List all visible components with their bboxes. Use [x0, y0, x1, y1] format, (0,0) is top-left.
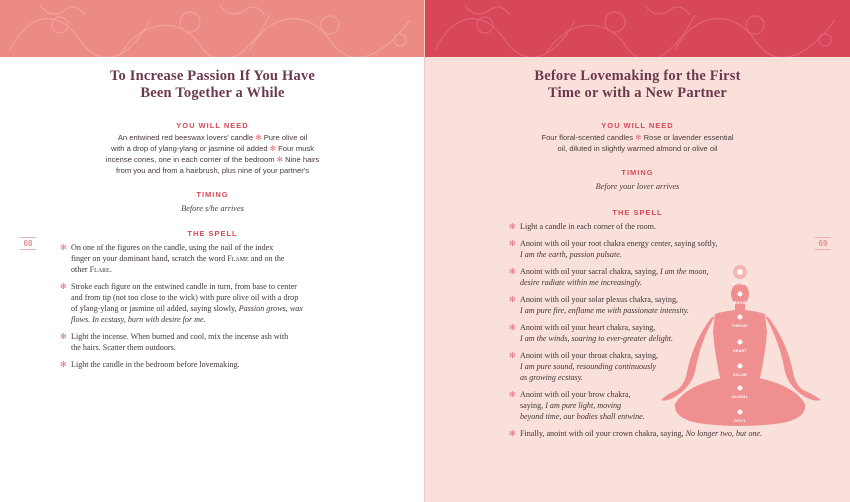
left-title: [0, 68, 425, 102]
spell-step-text: Anoint with oil your brow chakra,: [520, 390, 631, 399]
right-needs-list: [425, 132, 850, 154]
left-timing-text: Before s/he arrives: [181, 204, 244, 213]
floral-pattern: [0, 0, 425, 57]
spell-step: [60, 281, 400, 325]
right-you-will-need-heading: YOU WILL NEED: [601, 121, 674, 130]
spell-incantation-text: I am the earth, passion pulsate.: [520, 250, 622, 259]
star-bullet-icon: ✻: [509, 239, 516, 248]
spell-step-text: saying,: [520, 401, 546, 410]
spell-step-line: [71, 342, 400, 353]
needs-item-text: Rose or lavender essential: [643, 133, 734, 142]
spell-incantation-text: I am pure fire, enflame me with passionate intensity.: [520, 306, 689, 315]
spell-step-line: [71, 292, 400, 303]
spell-step-text: finger on your dominant hand, scratch the word: [71, 254, 228, 263]
spell-step-text: Anoint with oil your root chakra energy center, saying softly,: [520, 239, 718, 248]
spell-step-line: [71, 264, 400, 275]
right-page-number: 69: [815, 237, 831, 250]
star-bullet-icon: ✻: [509, 222, 516, 231]
spell-step-line: [71, 314, 400, 325]
spell-step-text: Finally, anoint with oil your crown chakra, saying,: [520, 429, 686, 438]
spell-step-line: [520, 238, 829, 249]
spell-step-text: .: [109, 265, 112, 274]
left-needs-list: [0, 132, 425, 176]
spell-step-text: Stroke each figure on the entwined candle in turn, from base to center: [71, 282, 297, 291]
needs-item-text: Pure olive oil: [263, 133, 308, 142]
right-timing-text: Before your lover arrives: [595, 182, 680, 191]
spell-step-line: [71, 253, 400, 264]
star-bullet-icon: ✻: [509, 351, 516, 360]
spell-step: [60, 242, 400, 275]
spell-step-text: Anoint with oil your sacral chakra, saying,: [520, 267, 661, 276]
spell-step-text: Anoint with oil your throat chakra, saying,: [520, 351, 659, 360]
star-separator-icon: ✻: [274, 155, 286, 164]
spell-incantation-text: flows. In ecstasy, burn with desire for me.: [71, 315, 206, 324]
spell-step-line: [71, 359, 400, 370]
spell-step-line: [71, 331, 400, 342]
right-decorative-banner: [425, 0, 850, 57]
needs-item-text: incense cones, one in each corner of the bedroom: [105, 155, 275, 164]
star-bullet-icon: ✻: [509, 429, 516, 438]
needs-item-text: An entwined red beeswax lovers' candle: [117, 133, 254, 142]
spell-step-text: Flare: [89, 265, 110, 274]
star-bullet-icon: ✻: [60, 360, 67, 369]
needs-line: [425, 143, 850, 154]
meditating-figure-illustration: [655, 262, 825, 442]
spell-step-text: the hairs. Scatter them outdoors.: [71, 343, 176, 352]
spell-step: [60, 359, 400, 370]
needs-line: [0, 132, 425, 143]
left-you-will-need-heading: YOU WILL NEED: [176, 121, 249, 130]
spell-step-line: [520, 221, 829, 232]
spell-step: [509, 238, 829, 260]
chakra-label-throat: THROAT: [731, 324, 749, 328]
left-decorative-banner: [0, 0, 425, 57]
spell-step: [60, 331, 400, 353]
spell-step-line: [71, 281, 400, 292]
star-bullet-icon: ✻: [60, 282, 67, 291]
needs-item-text: Four floral-scented candles: [541, 133, 634, 142]
star-separator-icon: ✻: [267, 144, 279, 153]
star-separator-icon: ✻: [253, 133, 264, 142]
chakra-label-crown: CROWN: [732, 282, 748, 286]
needs-item-text: with a drop of ylang-ylang or jasmine oil added: [110, 144, 268, 153]
spell-incantation-text: as growing ecstasy.: [520, 373, 583, 382]
needs-line: [425, 132, 850, 143]
needs-item-text: from you and from a hairbrush, plus nine of your partner's: [115, 166, 310, 175]
spell-step-text: Anoint with oil your solar plexus chakra, saying,: [520, 295, 679, 304]
right-title-line-2: Time or with a New Partner: [547, 85, 728, 101]
floral-pattern: [425, 0, 850, 57]
needs-item-text: Four musk: [278, 144, 315, 153]
needs-line: [0, 154, 425, 165]
spell-incantation-text: I am the moon,: [660, 267, 709, 276]
right-spell-heading: THE SPELL: [612, 208, 663, 217]
spell-step-text: other: [71, 265, 90, 274]
right-title: [425, 68, 850, 102]
chakra-label-sacral: SACRAL: [731, 395, 749, 399]
left-title-line-1: To Increase Passion If You Have: [109, 68, 316, 84]
spell-step-line: [71, 303, 400, 314]
chakra-label-root: ROOT: [734, 419, 746, 423]
left-spell-heading: THE SPELL: [187, 229, 238, 238]
needs-item-text: Nine hairs: [285, 155, 320, 164]
right-title-line-1: Before Lovemaking for the First: [534, 68, 741, 84]
spell-step-line: [520, 249, 829, 260]
spell-step-text: Anoint with oil your heart chakra, saying,: [520, 323, 656, 332]
spell-step-text: Light a candle in each corner of the room.: [520, 222, 656, 231]
left-timing-heading: TIMING: [196, 190, 229, 199]
star-bullet-icon: ✻: [60, 243, 67, 252]
left-title-line-2: Been Together a While: [140, 85, 285, 101]
spell-step-text: On one of the figures on the candle, using the nail of the index: [71, 243, 274, 252]
left-page-number: 68: [20, 237, 36, 250]
star-separator-icon: ✻: [633, 133, 644, 142]
right-timing-heading: TIMING: [621, 168, 654, 177]
chakra-label-heart: HEART: [733, 349, 747, 353]
spell-incantation-text: No longer two, but one.: [685, 429, 763, 438]
star-bullet-icon: ✻: [509, 267, 516, 276]
star-bullet-icon: ✻: [60, 332, 67, 341]
spell-step-text: and on the: [248, 254, 285, 263]
spell-step-text: of ylang-ylang or jasmine oil added, saying slowly,: [71, 304, 239, 313]
spell-incantation-text: I am pure sound, resounding continuously: [520, 362, 657, 371]
spell-step-text: Light the candle in the bedroom before lovemaking.: [71, 360, 240, 369]
spell-step: [509, 221, 829, 232]
spell-step-text: Flame: [227, 254, 249, 263]
needs-item-text: oil, diluted in slightly warmed almond or olive oil: [557, 144, 718, 153]
star-bullet-icon: ✻: [509, 323, 516, 332]
left-spell-steps: [60, 242, 400, 376]
spell-incantation-text: beyond time, our bodies shall entwine.: [520, 412, 645, 421]
star-bullet-icon: ✻: [509, 295, 516, 304]
spell-step-line: [71, 242, 400, 253]
spell-step-text: and from tip (not too close to the wick) with pure olive oil with a drop: [71, 293, 299, 302]
star-bullet-icon: ✻: [509, 390, 516, 399]
chakra-label-solar: SOLAR: [732, 373, 748, 377]
spell-step-text: Light the incense. When burned and cool, mix the incense ash with: [71, 332, 289, 341]
needs-line: [0, 165, 425, 176]
spell-incantation-text: Passion grows, wax: [238, 304, 303, 313]
spell-incantation-text: desire radiate within me increasingly.: [520, 278, 642, 287]
needs-line: [0, 143, 425, 154]
spell-incantation-text: I am pure light, moving: [545, 401, 622, 410]
chakra-label-brow: BROW: [733, 301, 747, 305]
spell-incantation-text: I am the winds, soaring to ever-greater delight.: [520, 334, 674, 343]
